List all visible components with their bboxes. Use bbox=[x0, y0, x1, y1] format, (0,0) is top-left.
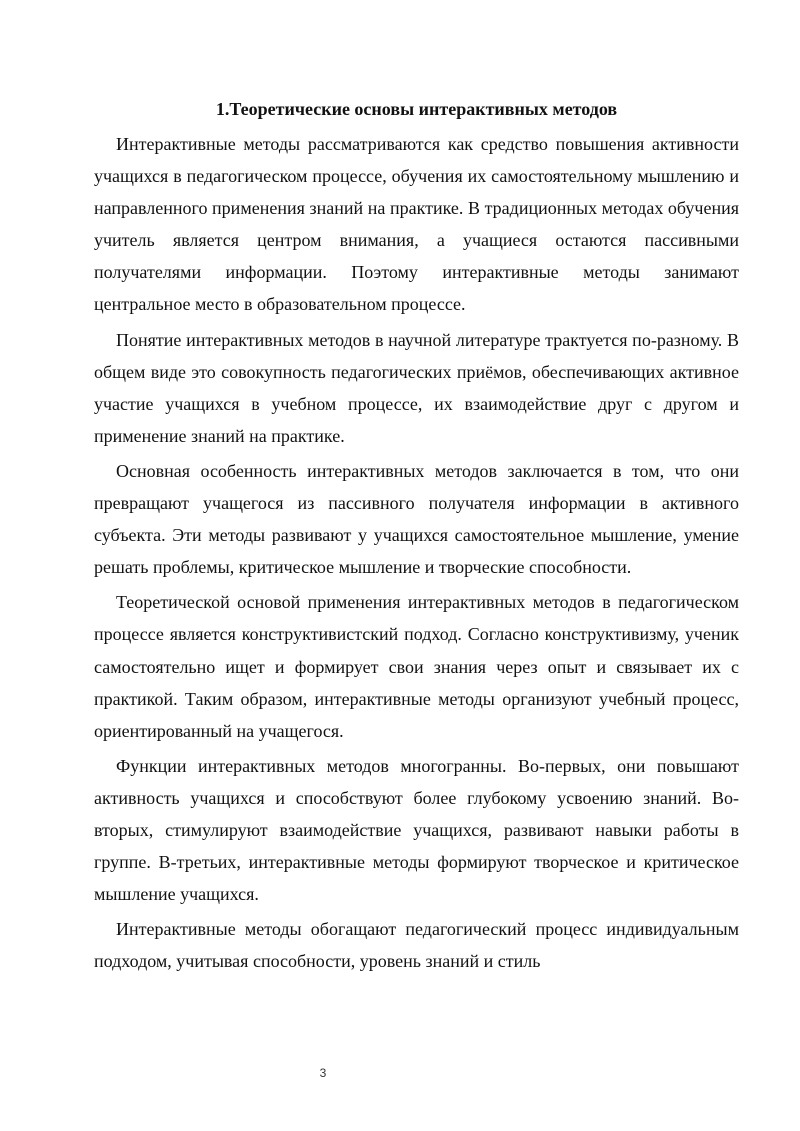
page-number: 3 bbox=[319, 1066, 327, 1080]
document-page bbox=[94, 93, 739, 980]
paragraph-3: Основная особенность интерактивных методов заключается в том, что они превращают учащегося из пассивного получателя информации в активного субъекта. Эти методы развивают у учащихся самостоятельное мышление, умение решать проблемы, критическое мышление и творческие способности. bbox=[94, 460, 739, 578]
paragraph-6: Интерактивные методы обогащают педагогический процесс индивидуальным подходом, учитывая способности, уровень знаний и стиль bbox=[94, 919, 739, 972]
section-title: 1.Теоретические основы интерактивных методов bbox=[215, 99, 618, 119]
paragraph-5: Функции интерактивных методов многогранны. Во-первых, они повышают активность учащихся и способствуют более глубокому усвоению знаний. Во-вторых, стимулируют взаимодействие учащихся, развивают навыки работы в группе. В-третьих, интерактивные методы формируют творческое и критическое мышление учащихся. bbox=[94, 755, 739, 905]
paragraph-1: Интерактивные методы рассматриваются как средство повышения активности учащихся в педагогическом процессе, обучения их самостоятельному мышлению и направленного применения знаний на практике. В традиционных методах обучения учитель является центром внимания, а учащиеся остаются пассивными получателями информации. Поэтому интерактивные методы занимают центральное место в образовательном процессе. bbox=[94, 134, 739, 315]
paragraph-2: Понятие интерактивных методов в научной литературе трактуется по-разному. В общем виде это совокупность педагогических приёмов, обеспечивающих активное участие учащихся в учебном процессе, их взаимодействие друг с другом и применение знаний на практике. bbox=[94, 329, 739, 446]
paragraph-4: Теоретической основой применения интерактивных методов в педагогическом процессе является конструктивистский подход. Согласно конструктивизму, ученик самостоятельно ищет и формирует свои знания через опыт и связывает их с практикой. Таким образом, интерактивные методы организуют учебный процесс, ориентированный на учащегося. bbox=[94, 592, 739, 741]
